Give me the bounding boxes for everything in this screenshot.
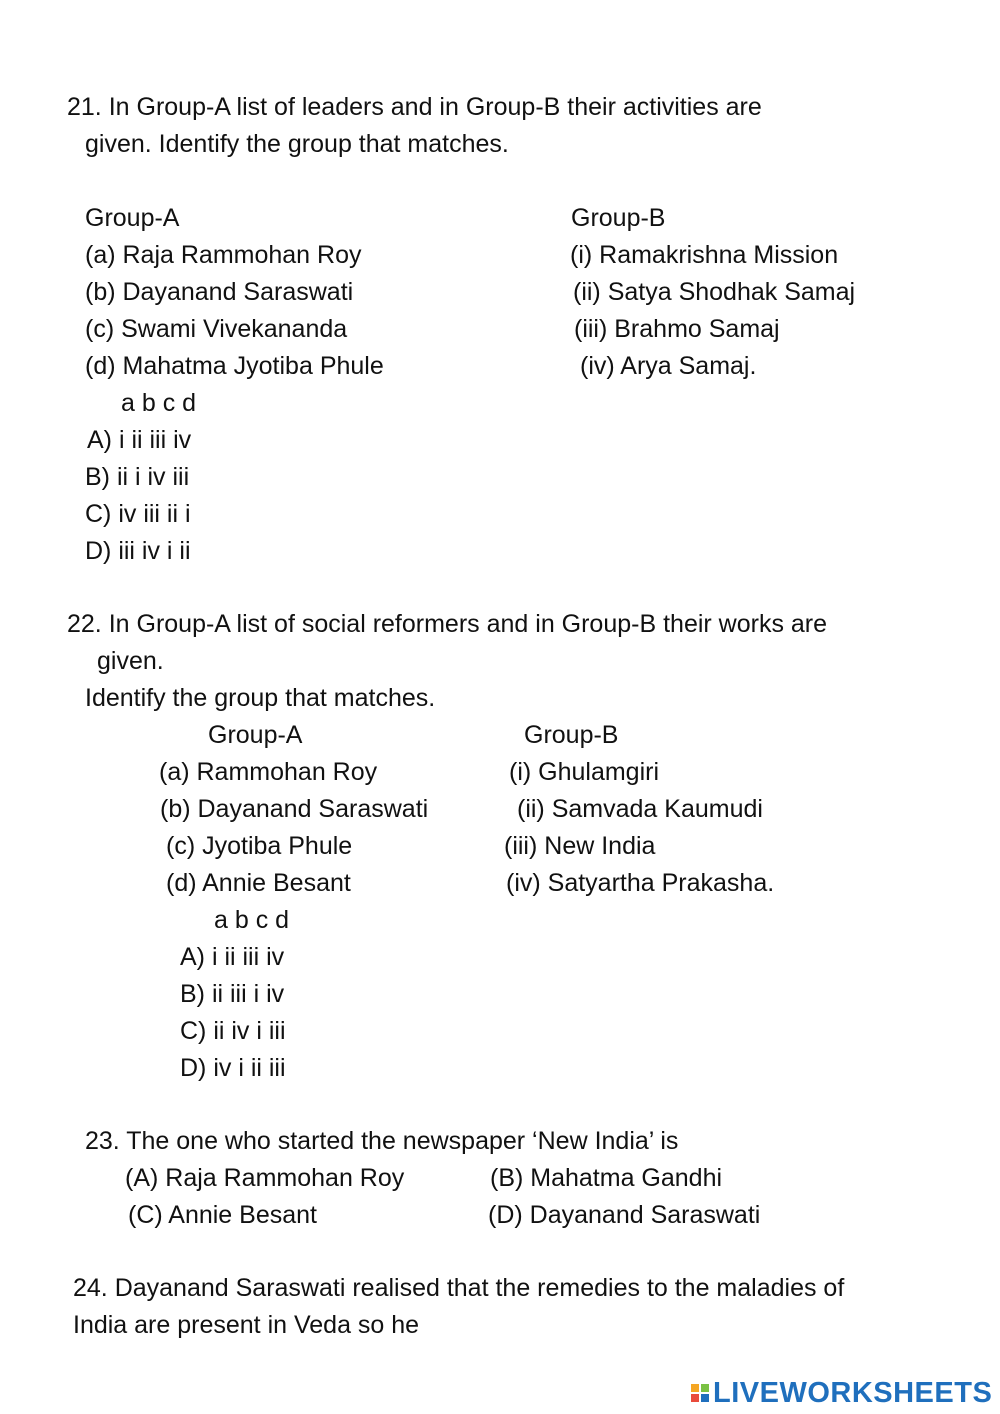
q21-group-b-item: (iv) Arya Samaj. [580, 352, 757, 380]
q22-group-b-item: (iv) Satyartha Prakasha. [506, 869, 775, 897]
q23-option-a: (A) Raja Rammohan Roy [125, 1164, 405, 1192]
q21-option-c: C) iv iii ii i [85, 500, 191, 528]
logo-square [691, 1394, 699, 1402]
q21-answer-key-header: a b c d [121, 389, 197, 417]
q22-option-d: D) iv i ii iii [180, 1054, 286, 1082]
q21-text-line-1: 21. In Group-A list of leaders and in Group-B their activities are [67, 93, 762, 121]
q22-group-b-item: (i) Ghulamgiri [509, 758, 660, 786]
logo-mark-icon [691, 1384, 709, 1402]
q21-group-a-item: (c) Swami Vivekananda [85, 315, 348, 343]
q22-group-a-header: Group-A [208, 721, 303, 749]
q21-group-b-item: (i) Ramakrishna Mission [570, 241, 839, 269]
q23-option-c: (C) Annie Besant [128, 1201, 317, 1229]
q23-question: 23. The one who started the newspaper ‘New India’ is [85, 1127, 679, 1155]
q21-group-a-header: Group-A [85, 204, 180, 232]
q22-group-b-item: (ii) Samvada Kaumudi [517, 795, 763, 823]
q22-text-line-1: 22. In Group-A list of social reformers and in Group-B their works are [67, 610, 828, 638]
q21-group-a-item: (a) Raja Rammohan Roy [85, 241, 362, 269]
q23-option-b: (B) Mahatma Gandhi [490, 1164, 723, 1192]
logo-square [701, 1394, 709, 1402]
logo-text: LIVEWORKSHEETS [713, 1376, 993, 1409]
q23-option-d: (D) Dayanand Saraswati [488, 1201, 761, 1229]
q22-group-a-item: (a) Rammohan Roy [159, 758, 378, 786]
q24-text-line-1: 24. Dayanand Saraswati realised that the remedies to the maladies of [73, 1274, 845, 1302]
q22-group-a-item: (b) Dayanand Saraswati [160, 795, 429, 823]
q22-answer-key-header: a b c d [214, 906, 290, 934]
q21-text-line-2: given. Identify the group that matches. [85, 130, 509, 158]
liveworksheets-logo [691, 1378, 992, 1408]
q21-option-b: B) ii i iv iii [85, 463, 190, 491]
q22-text-line-3: Identify the group that matches. [85, 684, 436, 712]
q21-group-b-header: Group-B [571, 204, 666, 232]
logo-square [691, 1384, 699, 1392]
q22-group-a-item: (c) Jyotiba Phule [166, 832, 353, 860]
logo-square [701, 1384, 709, 1392]
q24-text-line-2: India are present in Veda so he [73, 1311, 420, 1339]
q21-option-a: A) i ii iii iv [87, 426, 192, 454]
q21-option-d: D) iii iv i ii [85, 537, 191, 565]
q22-group-a-item: (d) Annie Besant [166, 869, 351, 897]
q21-group-a-item: (d) Mahatma Jyotiba Phule [85, 352, 384, 380]
q22-option-c: C) ii iv i iii [180, 1017, 286, 1045]
q21-group-b-item: (iii) Brahmo Samaj [574, 315, 780, 343]
q21-group-b-item: (ii) Satya Shodhak Samaj [573, 278, 856, 306]
q21-group-a-item: (b) Dayanand Saraswati [85, 278, 354, 306]
q22-text-line-2: given. [97, 647, 164, 675]
q22-option-a: A) i ii iii iv [180, 943, 285, 971]
q22-group-b-header: Group-B [524, 721, 619, 749]
q22-group-b-item: (iii) New India [504, 832, 656, 860]
q22-option-b: B) ii iii i iv [180, 980, 285, 1008]
